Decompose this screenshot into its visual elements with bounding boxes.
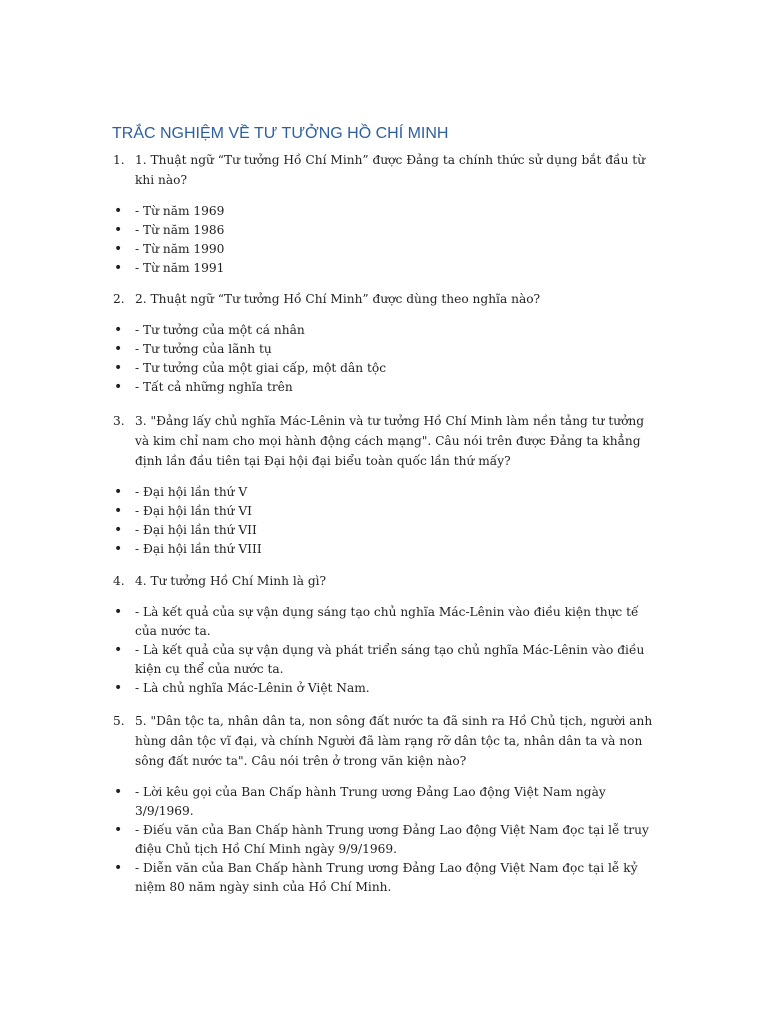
- option-list: [0, 202, 768, 278]
- option-list: [0, 321, 768, 397]
- list-item: • - Là kết quả của sự vận dụng và phát triển sáng tạo chủ nghĩa Mác-Lênin vào điều kiện cụ thể của nước ta.: [114, 642, 645, 676]
- question-text: 3. "Đảng lấy chủ nghĩa Mác-Lênin và tư tưởng Hồ Chí Minh làm nền tảng tư tưởng và kim chỉ nam cho mọi hành động cách mạng". Câu nói trên được Đảng ta khẳng định lần đầu tiên tại Đại hội đại biểu toàn quốc lần thứ mấy?: [135, 414, 645, 468]
- bullet-icon: •: [114, 522, 123, 538]
- question-block: [0, 289, 768, 397]
- list-item: • - Đại hội lần thứ VIII: [114, 541, 262, 557]
- list-item: • - Từ năm 1991: [114, 260, 225, 276]
- question-number: 4.: [113, 574, 125, 588]
- bullet-icon: •: [114, 241, 123, 257]
- question-text: 5. "Dân tộc ta, nhân dân ta, non sông đất nước ta đã sinh ra Hồ Chủ tịch, người anh hùng dân tộc vĩ đại, và chính Người đã làm rạng rỡ dân tộc ta, nhân dân ta và non sông đất nước ta". Câu nói trên ở trong văn kiện nào?: [135, 714, 653, 768]
- question-1: [0, 150, 768, 190]
- bullet-icon: •: [114, 604, 123, 620]
- list-item: • - Đại hội lần thứ V: [114, 484, 248, 500]
- list-item: • - Diễn văn của Ban Chấp hành Trung ương Đảng Lao động Việt Nam đọc tại lễ kỷ niệm 80 năm ngày sinh của Hồ Chí Minh.: [114, 860, 638, 894]
- bullet-icon: •: [114, 222, 123, 238]
- question-4: [0, 571, 768, 591]
- question-block: [0, 571, 768, 698]
- question-number: 2.: [113, 292, 125, 306]
- document-title: TRẮC NGHIỆM VỀ TƯ TƯỞNG HỒ CHÍ MINH: [112, 125, 449, 142]
- bullet-icon: •: [114, 322, 123, 338]
- list-item: • - Đại hội lần thứ VI: [114, 503, 253, 519]
- bullet-icon: •: [114, 680, 123, 696]
- question-text: 4. Tư tưởng Hồ Chí Minh là gì?: [135, 574, 327, 588]
- list-item: • - Tư tưởng của một giai cấp, một dân tộc: [114, 360, 387, 376]
- list-item: • - Là chủ nghĩa Mác-Lênin ở Việt Nam.: [114, 680, 370, 696]
- list-item: • - Từ năm 1990: [114, 241, 225, 257]
- list-item: • - Lời kêu gọi của Ban Chấp hành Trung ương Đảng Lao động Việt Nam ngày 3/9/1969.: [114, 784, 606, 818]
- question-number: 3.: [113, 414, 125, 428]
- list-item: • - Tất cả những nghĩa trên: [114, 379, 293, 395]
- list-item: • - Từ năm 1969: [114, 203, 225, 219]
- list-item: • - Từ năm 1986: [114, 222, 225, 238]
- bullet-icon: •: [114, 341, 123, 357]
- question-block: [0, 711, 768, 897]
- question-number: 1.: [113, 153, 125, 167]
- bullet-icon: •: [114, 784, 123, 800]
- question-block: [0, 150, 768, 278]
- bullet-icon: •: [114, 379, 123, 395]
- bullet-icon: •: [114, 503, 123, 519]
- bullet-icon: •: [114, 822, 123, 838]
- question-3: [0, 411, 768, 471]
- bullet-icon: •: [114, 260, 123, 276]
- question-text: 2. Thuật ngữ “Tư tưởng Hồ Chí Minh” được dùng theo nghĩa nào?: [135, 292, 541, 306]
- question-5: [0, 711, 768, 771]
- bullet-icon: •: [114, 484, 123, 500]
- question-text: 1. Thuật ngữ “Tư tưởng Hồ Chí Minh” được Đảng ta chính thức sử dụng bắt đầu từ khi nào?: [135, 153, 646, 187]
- list-item: • - Điếu văn của Ban Chấp hành Trung ương Đảng Lao động Việt Nam đọc tại lễ truy điệu Chủ tịch Hồ Chí Minh ngày 9/9/1969.: [114, 822, 649, 856]
- bullet-icon: •: [114, 541, 123, 557]
- list-item: • - Đại hội lần thứ VII: [114, 522, 257, 538]
- option-list: [0, 483, 768, 559]
- list-item: • - Tư tưởng của một cá nhân: [114, 322, 305, 338]
- question-number: 5.: [113, 714, 125, 728]
- option-list: [0, 783, 768, 897]
- question-2: [0, 289, 768, 309]
- bullet-icon: •: [114, 642, 123, 658]
- option-list: [0, 603, 768, 698]
- list-item: • - Là kết quả của sự vận dụng sáng tạo chủ nghĩa Mác-Lênin vào điều kiện thực tế của nước ta.: [114, 604, 639, 638]
- bullet-icon: •: [114, 860, 123, 876]
- bullet-icon: •: [114, 360, 123, 376]
- bullet-icon: •: [114, 203, 123, 219]
- list-item: • - Tư tưởng của lãnh tụ: [114, 341, 272, 357]
- question-block: [0, 411, 768, 559]
